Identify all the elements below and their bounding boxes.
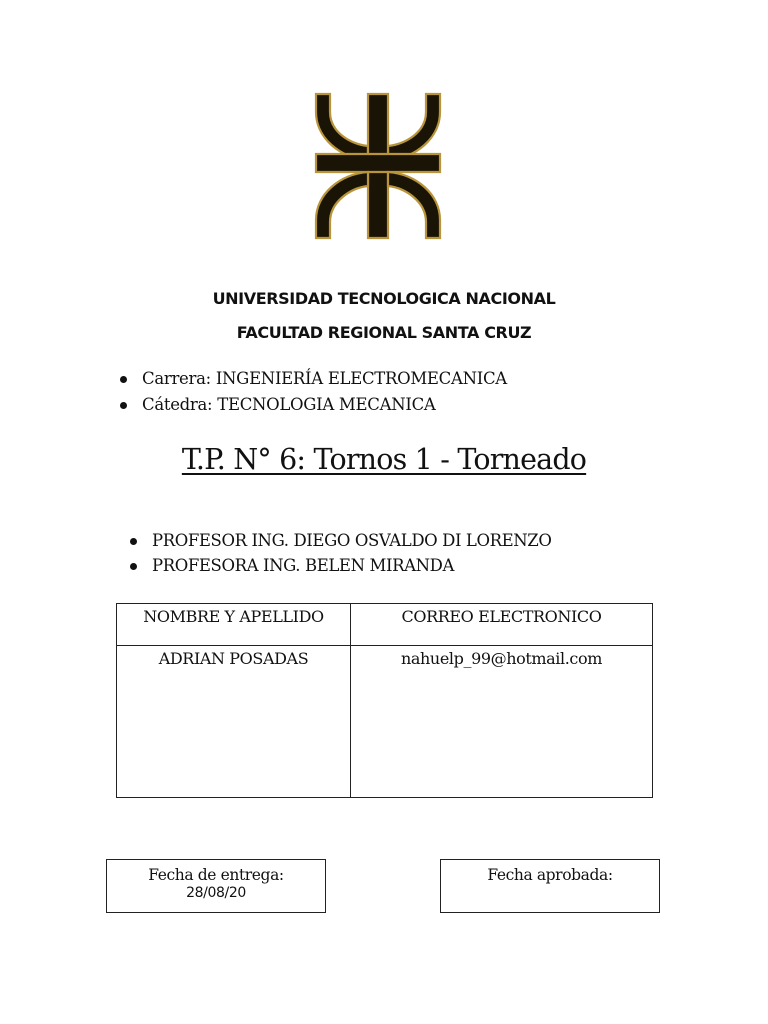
student-name: ADRIAN POSADAS — [117, 646, 351, 798]
approved-date-label: Fecha aprobada: — [487, 866, 613, 884]
course-info-list — [118, 368, 507, 420]
approved-date-box — [440, 859, 660, 913]
table-header-row — [117, 604, 653, 646]
university-name: UNIVERSIDAD TECNOLOGICA NACIONAL — [212, 289, 556, 308]
column-header-email: CORREO ELECTRONICO — [351, 604, 653, 646]
student-email: nahuelp_99@hotmail.com — [351, 646, 653, 798]
professor-item: PROFESORA ING. BELEN MIRANDA — [128, 555, 552, 580]
delivery-date-box — [106, 859, 326, 913]
professor-item: PROFESOR ING. DIEGO OSVALDO DI LORENZO — [128, 530, 552, 555]
career-item: Carrera: INGENIERÍA ELECTROMECANICA — [118, 368, 507, 394]
subject-item: Cátedra: TECNOLOGIA MECANICA — [118, 394, 507, 420]
professors-list — [128, 530, 552, 580]
faculty-name: FACULTAD REGIONAL SANTA CRUZ — [236, 323, 532, 342]
students-table — [116, 603, 653, 798]
column-header-name: NOMBRE Y APELLIDO — [117, 604, 351, 646]
delivery-date-label: Fecha de entrega: — [148, 866, 284, 884]
document-title: T.P. N° 6: Tornos 1 - Torneado — [181, 443, 587, 476]
delivery-date-value: 28/08/20 — [186, 885, 246, 901]
utn-logo — [310, 88, 446, 244]
table-row — [117, 646, 653, 798]
utn-logo-icon — [310, 88, 446, 244]
